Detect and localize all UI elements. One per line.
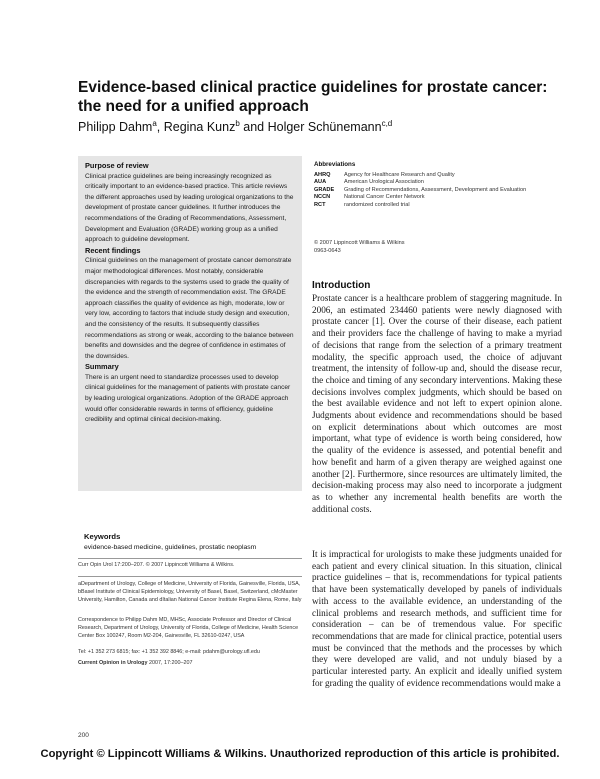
citation-line: Curr Opin Urol 17:200–207. © 2007 Lippincott Williams & Wilkins. [78,562,235,568]
introduction-paragraph-2: It is impractical for urologists to make these judgments unaided for each patient and every clinical situation. In this situation, clinical practice guidelines – that is, recommendations for typical patients that have been systematically developed by panels of individuals with access to the available evidence, an understanding of the clinical problems and research methods, and sufficient time for consideration – can be of tremendous value. For specific recommendations that are made for clinical practice, potential users must be convinced that the methods and the processes by which they were developed are valid, and not unduly biased by a particular interested party. An explicit and ideally unified system for grading the quality of evidence recommendations would make a [312,549,562,688]
findings-heading: Recent findings [85,245,141,255]
findings-text: Clinical guidelines on the management of prostate cancer demonstrate major methodological differences. Most notably, considerable discrepancies with regards to the systems used to grade the quality of the evidence and the strength of recommendation exist. The GRADE approach classifies the quality of evidence as high, moderate, low or very low, according to factors that include study design and execution, and the consistency of the results. It subsequently classifies recommendations as strong or weak, according to the balance between benefits and downsides and the degree of confidence in estimates of the downsides. [85,257,294,360]
journal-volume: 2007, 17:200–207 [148,660,193,666]
abbreviation-row [314,179,544,187]
abbreviation-definition: National Cancer Center Network [344,194,425,200]
summary-text: There is an urgent need to standardize processes used to develop clinical guidelines for the management of patients with prostate cancer by leading urological organizations. Adoption of the GRADE approach would offer considerable rewards in terms of efficiency, guideline credibility and optimal clinical decision-making. [85,373,291,424]
author-affiliation-mark: c,d [381,119,393,128]
abbreviation-row [314,187,544,195]
abbreviation-definition: Grading of Recommendations, Assessment, Development and Evaluation [344,186,527,193]
author-affiliation-mark: b [235,119,240,128]
keywords-heading: Keywords [84,532,121,541]
article-title: Evidence-based clinical practice guidelines for prostate cancer: the need for a unified approach [78,79,548,115]
author-separator: , [156,120,164,135]
author-line [78,116,392,135]
journal-name: Current Opinion in Urology [78,660,148,666]
correspondence: Correspondence to Philipp Dahm MD, MHSc, Associate Professor and Director of Clinical Research, Department of Urology, University of Florida, College of Medicine, Health Science Center Box 100247, Room M2-204, Gainesville, FL 32610-0247, USA [78,617,299,639]
issn: 0963-0643 [314,247,341,254]
abbreviation-term: RCT [314,201,326,208]
abbreviations-heading: Abbreviations [314,161,356,168]
page-number: 200 [78,732,89,739]
abbreviations-section [314,161,564,209]
journal-info [78,660,304,668]
divider [78,558,302,559]
abstract-box [78,156,302,491]
author-name: Philipp Dahm [78,120,153,135]
abbreviation-row [314,194,544,202]
abbreviation-row [314,172,544,180]
keywords-text: evidence-based medicine, guidelines, prostatic neoplasm [84,544,257,551]
abbreviation-definition: Agency for Healthcare Research and Quality [344,171,455,178]
summary-heading: Summary [85,362,119,372]
contact-info: Tel: +1 352 273 6815; fax: +1 352 392 8846; e-mail: pdahm@urology.ufl.edu [78,649,260,655]
affiliations: aDepartment of Urology, College of Medicine, University of Florida, Gainesville, Florida, USA, bBasel Institute of Clinical Epidemiology, University of Basel, Basel, Switzerland, cMcMaster University, Hamilton, Canada and dItalian National Cancer Institute Regina Elena, Rome, Italy [78,581,302,603]
abbreviations-table [314,172,544,210]
author-affiliation-mark: a [152,119,157,128]
copyright-notice: © 2007 Lippincott Williams & Wilkins [314,240,405,246]
introduction-paragraph-1: Prostate cancer is a healthcare problem of staggering magnitude. In 2006, an estimated 234460 patients were newly diagnosed with prostate cancer [1]. Over the course of their disease, each patient and their providers face the challenge of having to make a myriad of decisions that range from the selection of a primary treatment modality, the specific approach used, the choice of adjuvant treatment, the intensity of follow-up and, should the disease recur, the choice and timing of any secondary interventions. Making these decisions involves complex judgments, which should be based on the best available evidence and not left to expert opinion alone. Judgments about evidence and recommendations should be based on explicit determinations about which outcomes are most important, what type of evidence is worth being considered, how the quality of the evidence is assessed, and potential benefit and how benefit and harm of a given therapy are weighed against one another [2]. Furthermore, since resources are ultimately limited, the decision-making process may also need to incorporate a judgment as to whether any incremental health benefits are worth the additional costs. [312,293,562,514]
abbreviation-definition: American Urological Association [344,179,424,185]
divider [78,576,302,577]
abbreviation-definition: randomized controlled trial [344,201,410,208]
purpose-text: Clinical practice guidelines are being increasingly recognized as critically important to an evidence-based practice. This article reviews the different approaches used by leading urological organizations to the development of prostate cancer guidelines. It further introduces the recommendations of the Grading of Recommendations, Assessment, Development and Evaluation (GRADE) working group as a unified approach to guideline development. [85,172,294,244]
author-separator: and [239,120,268,135]
abbreviation-term: AUA [314,179,327,185]
abbreviation-term: GRADE [314,186,335,193]
purpose-heading: Purpose of review [85,161,149,170]
copyright-block [314,240,405,255]
abbreviation-term: NCCN [314,194,331,200]
introduction-heading: Introduction [312,280,371,291]
abbreviation-row [314,202,544,210]
author-name: Holger Schünemann [267,120,382,135]
keywords-section [84,531,304,553]
copyright-footer: Copyright © Lippincott Williams & Wilkins. Unauthorized reproduction of this article is prohibited. [40,748,560,760]
author-name: Regina Kunz [163,120,236,135]
abbreviation-term: AHRQ [314,171,331,178]
